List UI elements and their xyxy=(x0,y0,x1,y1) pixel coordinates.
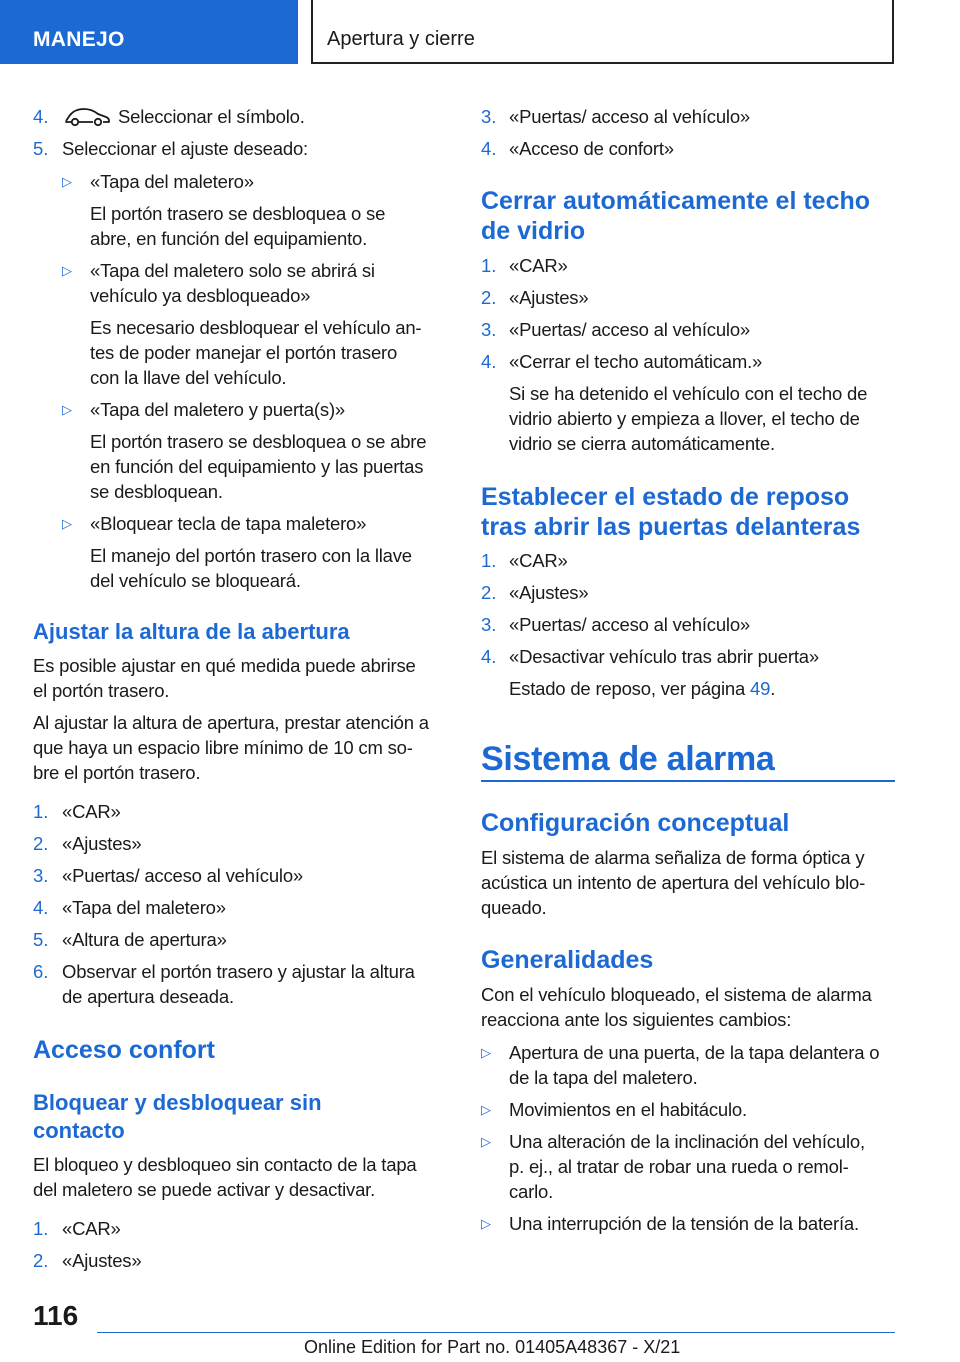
step-number: 4. xyxy=(481,138,497,159)
triangle-bullet-icon: ▷ xyxy=(62,174,72,189)
option-desc: se desbloquean. xyxy=(90,481,223,502)
triangle-bullet-icon: ▷ xyxy=(62,263,72,278)
step-text: «CAR» xyxy=(62,1218,121,1239)
step-text: «Ajustes» xyxy=(509,582,589,603)
step-text: «Puertas/ acceso al vehículo» xyxy=(509,319,751,340)
step-number: 1. xyxy=(33,801,49,822)
step-desc: Si se ha detenido el vehículo con el techo de xyxy=(509,383,868,404)
step-number: 1. xyxy=(481,255,497,276)
section-heading: Ajustar la altura de la abertura xyxy=(33,619,350,644)
page-number: 116 xyxy=(33,1300,79,1331)
step-number: 4. xyxy=(481,351,497,372)
option-desc: en función del equipamiento y las puertas xyxy=(90,456,424,477)
bullet-text: de la tapa del maletero. xyxy=(509,1067,698,1088)
option-desc: El manejo del portón trasero con la llave xyxy=(90,545,412,566)
step-desc xyxy=(509,676,775,701)
step-text: «CAR» xyxy=(62,801,121,822)
step-text: «Desactivar vehículo tras abrir puerta» xyxy=(509,646,819,667)
paragraph-line: El bloqueo y desbloqueo sin contacto de la tapa xyxy=(33,1154,417,1175)
triangle-bullet-icon: ▷ xyxy=(481,1102,491,1117)
bullet-text: p. ej., al tratar de robar una rueda o remol‐ xyxy=(509,1156,849,1177)
step-number: 3. xyxy=(481,614,497,635)
subsection-heading: contacto xyxy=(33,1118,125,1143)
step-number: 4. xyxy=(33,106,49,127)
paragraph-line: el portón trasero. xyxy=(33,680,170,701)
section-heading: tras abrir las puertas delanteras xyxy=(481,513,861,541)
footer-rule xyxy=(97,1332,895,1333)
step-number: 5. xyxy=(33,138,49,159)
chapter-tab xyxy=(311,0,894,64)
subsection-heading: Bloquear y desbloquear sin xyxy=(33,1090,322,1115)
option-desc: del vehículo se bloqueará. xyxy=(90,570,301,591)
triangle-bullet-icon: ▷ xyxy=(481,1216,491,1231)
desc-suffix: . xyxy=(770,678,776,699)
paragraph-line: que haya un espacio libre mínimo de 10 cm so‐ xyxy=(33,737,413,758)
option-title: «Tapa del maletero solo se abrirá si xyxy=(90,260,375,281)
paragraph-line: del maletero se puede activar y desactivar. xyxy=(33,1179,376,1200)
step-text: «Acceso de confort» xyxy=(509,138,674,159)
paragraph-line: Al ajustar la altura de apertura, prestar atención a xyxy=(33,712,429,733)
step-text: «Puertas/ acceso al vehículo» xyxy=(509,614,751,635)
paragraph-line: bre el portón trasero. xyxy=(33,762,201,783)
step-text: de apertura deseada. xyxy=(62,986,234,1007)
section-heading: Generalidades xyxy=(481,946,654,974)
chapter-heading: Sistema de alarma xyxy=(481,740,775,778)
step-desc: vidrio se cierra automáticamente. xyxy=(509,433,775,454)
car-icon xyxy=(62,106,112,128)
option-desc: tes de poder manejar el portón trasero xyxy=(90,342,398,363)
step-desc: vidrio abierto y empieza a llover, el techo de xyxy=(509,408,860,429)
step-text: «CAR» xyxy=(509,550,568,571)
page-link[interactable]: 49 xyxy=(750,678,771,699)
step-text: Seleccionar el ajuste deseado: xyxy=(62,138,308,159)
step-number: 2. xyxy=(481,287,497,308)
paragraph-line: queado. xyxy=(481,897,547,918)
step-text: «Cerrar el techo automáticam.» xyxy=(509,351,763,372)
step-text: «Ajustes» xyxy=(62,1250,142,1271)
paragraph-line: Con el vehículo bloqueado, el sistema de alarma xyxy=(481,984,872,1005)
step-text: Observar el portón trasero y ajustar la altura xyxy=(62,961,415,982)
step-number: 2. xyxy=(33,1250,49,1271)
bullet-text: Movimientos en el habitáculo. xyxy=(509,1099,747,1120)
option-desc: Es necesario desbloquear el vehículo an‐ xyxy=(90,317,422,338)
section-heading: Acceso confort xyxy=(33,1036,215,1064)
section-heading: Cerrar automáticamente el techo xyxy=(481,187,871,215)
triangle-bullet-icon: ▷ xyxy=(481,1134,491,1149)
option-desc: El portón trasero se desbloquea o se abre xyxy=(90,431,427,452)
bullet-text: Una interrupción de la tensión de la batería. xyxy=(509,1213,859,1234)
option-desc: abre, en función del equipamiento. xyxy=(90,228,368,249)
step-number: 2. xyxy=(481,582,497,603)
option-title: «Tapa del maletero y puerta(s)» xyxy=(90,399,345,420)
option-title: «Bloquear tecla de tapa maletero» xyxy=(90,513,367,534)
option-desc: con la llave del vehículo. xyxy=(90,367,287,388)
bullet-text: carlo. xyxy=(509,1181,554,1202)
step-number: 3. xyxy=(33,865,49,886)
option-title: vehículo ya desbloqueado» xyxy=(90,285,311,306)
heading-rule xyxy=(481,780,895,782)
triangle-bullet-icon: ▷ xyxy=(62,402,72,417)
step-number: 1. xyxy=(33,1218,49,1239)
section-title: MANEJO xyxy=(33,28,125,51)
paragraph-line: acústica un intento de apertura del vehículo blo‐ xyxy=(481,872,866,893)
paragraph-line: reacciona ante los siguientes cambios: xyxy=(481,1009,792,1030)
step-number: 5. xyxy=(33,929,49,950)
step-number: 4. xyxy=(33,897,49,918)
section-heading: Establecer el estado de reposo xyxy=(481,483,850,511)
section-heading: de vidrio xyxy=(481,217,586,245)
step-text: «Puertas/ acceso al vehículo» xyxy=(509,106,751,127)
triangle-bullet-icon: ▷ xyxy=(481,1045,491,1060)
step-text: «Puertas/ acceso al vehículo» xyxy=(62,865,304,886)
option-title: «Tapa del maletero» xyxy=(90,171,254,192)
step-text: «Tapa del maletero» xyxy=(62,897,226,918)
section-heading: Configuración conceptual xyxy=(481,809,790,837)
paragraph-line: Es posible ajustar en qué medida puede abrirse xyxy=(33,655,416,676)
bullet-text: Una alteración de la inclinación del vehículo, xyxy=(509,1131,865,1152)
step-number: 3. xyxy=(481,106,497,127)
step-number: 6. xyxy=(33,961,49,982)
step-number: 2. xyxy=(33,833,49,854)
step-number: 1. xyxy=(481,550,497,571)
paragraph-line: El sistema de alarma señaliza de forma óptica y xyxy=(481,847,865,868)
step-text: Seleccionar el símbolo. xyxy=(118,106,305,127)
step-text: «Altura de apertura» xyxy=(62,929,227,950)
step-text: «CAR» xyxy=(509,255,568,276)
desc-text: Estado de reposo, ver página xyxy=(509,678,751,699)
section-tab xyxy=(0,0,298,64)
step-text: «Ajustes» xyxy=(509,287,589,308)
step-number: 4. xyxy=(481,646,497,667)
bullet-text: Apertura de una puerta, de la tapa delantera o xyxy=(509,1042,880,1063)
triangle-bullet-icon: ▷ xyxy=(62,516,72,531)
option-desc: El portón trasero se desbloquea o se xyxy=(90,203,386,224)
chapter-title: Apertura y cierre xyxy=(327,28,475,50)
footer-edition: Online Edition for Part no. 01405A48367 - X/21 xyxy=(304,1337,681,1357)
step-text: «Ajustes» xyxy=(62,833,142,854)
step-number: 3. xyxy=(481,319,497,340)
